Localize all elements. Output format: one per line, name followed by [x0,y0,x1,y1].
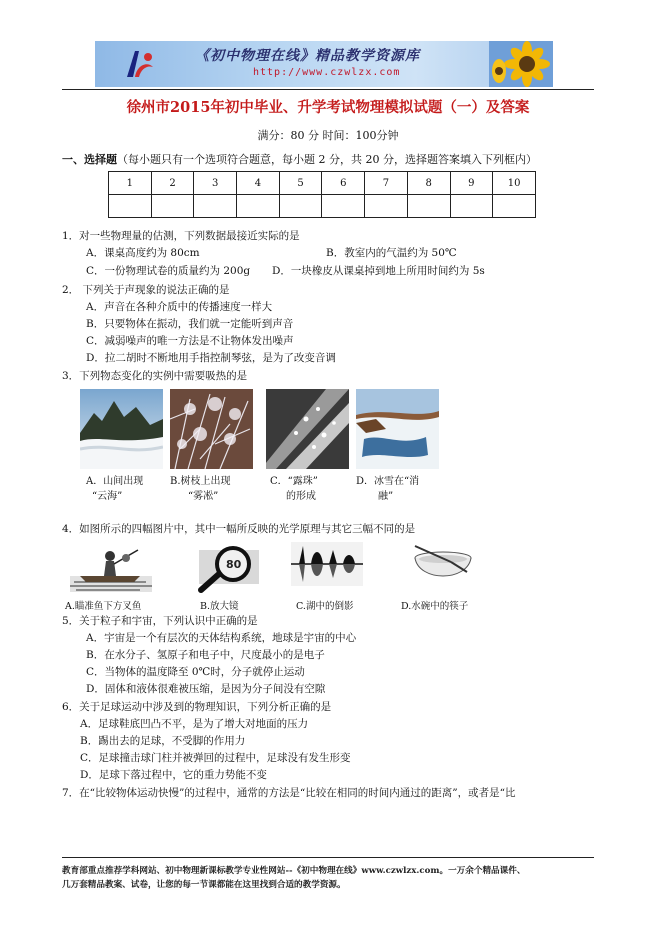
q3-caption-b: B.树枝上出现 “雾凇” [170,476,231,502]
question-3-stem: 3．下列物态变化的实例中需要吸热的是 [62,370,248,382]
answer-header-cell: 9 [450,172,493,195]
question-2-stem: 2． 下列关于声现象的说法正确的是 [62,284,230,296]
q6-option-d: D．足球下落过程中，它的重力势能不变 [80,769,267,781]
answer-header-cell: 4 [237,172,280,195]
answer-cell[interactable] [194,195,237,218]
chopsticks-bowl-illustration [411,542,475,588]
q1-option-d: D．一块橡皮从课桌掉到地上所用时间约为 5s [272,265,485,277]
answer-cell[interactable] [151,195,194,218]
section-label: 一、选择题 [62,153,117,166]
q1-option-a: A．课桌高度约为 80cm [86,247,200,259]
answer-table-header-row [109,172,536,195]
q1-option-b: B．教室内的气温约为 50℃ [326,247,457,259]
answer-cell[interactable] [109,195,152,218]
answer-cell[interactable] [237,195,280,218]
q6-option-b: B．踢出去的足球，不受脚的作用力 [80,735,246,747]
site-url[interactable]: http://www.czwlzx.com [253,67,401,78]
footer-rule [62,857,594,858]
page-footer [62,864,602,892]
answer-cell[interactable] [279,195,322,218]
section-instruction: （每小题只有一个选项符合题意，每小题 2 分，共 20 分，选择题答案填入下列框内） [117,153,537,166]
footer-line-1: 教育部重点推荐学科网站、初中物理新课标教学专业性网站--《初中物理在线》www.czwlzx.com。一万余个精品课件、 [62,866,526,876]
score-line: 满分：80 分 时间：100分钟 [257,129,399,142]
question-4-stem: 4．如图所示的四幅图片中，其中一幅所反映的光学原理与其它三幅不同的是 [62,523,416,535]
section-heading [62,151,537,167]
magnifier-illustration [193,542,267,594]
answer-header-cell: 2 [151,172,194,195]
q5-option-c: C．当物体的温度降至 0℃时，分子就停止运动 [86,666,305,678]
answer-table [108,171,536,218]
question-7-stem: 7．在“比较物体运动快慢”的过程中，通常的方法是“比较在相同的时间内通过的距离”，或者是“比 [62,787,516,799]
answer-cell[interactable] [322,195,365,218]
answer-cell[interactable] [407,195,450,218]
answer-table-input-row[interactable] [109,195,536,218]
header-banner [95,41,553,87]
q5-option-d: D．固体和液体很难被压缩，是因为分子间没有空隙 [86,683,326,695]
answer-header-cell: 5 [279,172,322,195]
answer-header-cell: 6 [322,172,365,195]
site-logo-icon [121,47,157,81]
lake-reflection-illustration [291,542,363,586]
q2-option-a: A．声音在各种介质中的传播速度一样大 [86,301,273,313]
mountain-cloud-sea-photo [80,389,163,469]
q5-option-a: A．宇宙是一个有层次的天体结构系统，地球是宇宙的中心 [86,632,357,644]
dew-drops-photo [266,389,349,469]
q3-caption-a: A．山间出现 “云海” [86,476,144,502]
melting-snow-photo [356,389,439,469]
q2-option-c: C．减弱噪声的唯一方法是不让物体发出噪声 [86,335,294,347]
answer-header-cell: 8 [407,172,450,195]
question-5-stem: 5．关于粒子和宇宙，下列认识中正确的是 [62,615,258,627]
question-1-stem: 1．对一些物理量的估测，下列数据最接近实际的是 [62,230,300,242]
answer-header-cell: 7 [365,172,408,195]
q4-caption-c: C.湖中的倒影 [296,601,354,612]
q3-caption-d: D．冰雪在“消 融” [356,476,420,502]
site-title: 《初中物理在线》精品教学资源库 [195,48,420,64]
answer-cell[interactable] [365,195,408,218]
answer-header-cell: 10 [493,172,536,195]
answer-header-cell: 1 [109,172,152,195]
q6-option-a: A．足球鞋底凹凸不平，是为了增大对地面的压力 [80,718,309,730]
question-6-stem: 6．关于足球运动中涉及到的物理知识，下列分析正确的是 [62,701,332,713]
q1-option-c: C．一份物理试卷的质量约为 200g [86,265,251,277]
q4-caption-d: D.水碗中的筷子 [401,601,469,612]
footer-line-2: 几万套精品教案、试卷，让您的每一节课都能在这里找到合适的教学资源。 [62,880,346,890]
answer-cell[interactable] [493,195,536,218]
q3-caption-c: C．“露珠” 的形成 [270,476,318,502]
q5-option-b: B．在水分子、氢原子和电子中，尺度最小的是电子 [86,649,325,661]
q4-caption-b: B.放大镜 [200,601,239,612]
page-title: 徐州市2015年初中毕业、升学考试物理模拟试题（一）及答案 [126,99,530,116]
svg-text:80: 80 [226,558,242,571]
answer-cell[interactable] [450,195,493,218]
q4-caption-a: A.瞄准鱼下方叉鱼 [65,601,142,612]
q2-option-d: D．拉二胡时不断地用手指控制琴弦，是为了改变音调 [86,352,336,364]
q6-option-c: C．足球撞击球门柱并被弹回的过程中，足球没有发生形变 [80,752,351,764]
rime-branches-photo [170,389,253,469]
q2-option-b: B．只要物体在振动，我们就一定能听到声音 [86,318,294,330]
header-rule [62,89,594,90]
answer-header-cell: 3 [194,172,237,195]
spearfishing-illustration [70,542,152,592]
sunflower-icon [489,41,553,87]
